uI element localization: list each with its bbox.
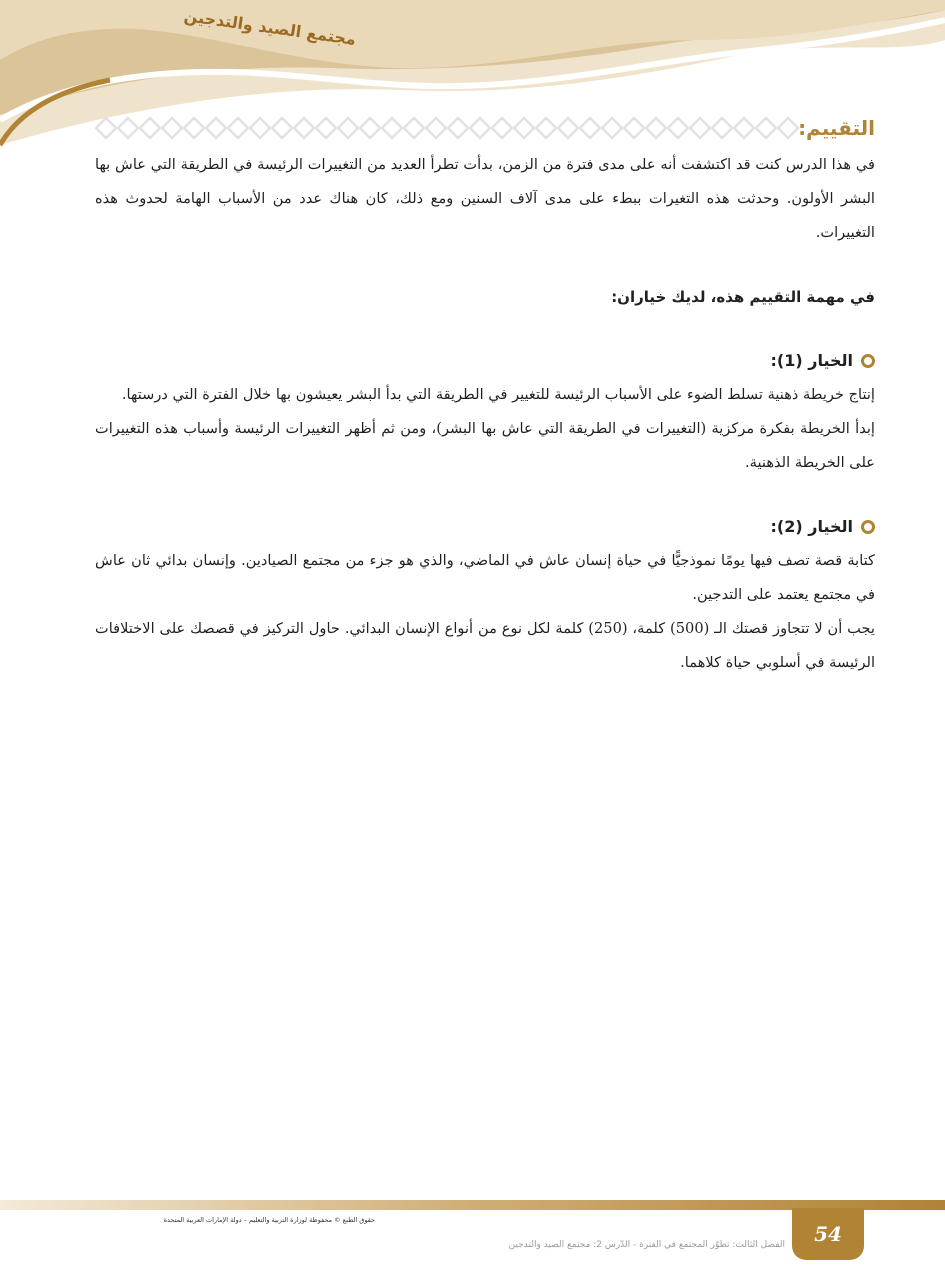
- diamond-ornament: [426, 118, 446, 138]
- evaluation-heading-row: [95, 114, 875, 144]
- option-1-paragraph: إنتاج خريطة ذهنية تسلط الضوء على الأسباب الرئيسة للتغيير في الطريقة التي بدأ البشر يعيشون بها خلال الفترة التي درستها.: [121, 386, 875, 403]
- diamond-ornament: [514, 118, 534, 138]
- diamond-ornament: [756, 118, 776, 138]
- diamond-ornament: [536, 118, 556, 138]
- option-2-heading: [95, 510, 875, 544]
- diamond-ornament: [404, 118, 424, 138]
- evaluation-title: التقييم:: [798, 116, 875, 140]
- diamond-ornament: [382, 118, 402, 138]
- lesson-content: [95, 148, 875, 680]
- diamond-ornament: [206, 118, 226, 138]
- diamond-ornament: [602, 118, 622, 138]
- option-2: [95, 510, 875, 680]
- diamond-ornament: [668, 118, 688, 138]
- diamond-ornament: [250, 118, 270, 138]
- option-1-title: الخيار (1):: [770, 351, 853, 370]
- page-number-tab: [792, 1208, 864, 1260]
- diamond-ornament: [558, 118, 578, 138]
- diamond-ornament: [734, 118, 754, 138]
- diamond-ornament: [96, 118, 116, 138]
- diamond-pattern-divider: [95, 116, 807, 140]
- diamond-ornament: [580, 118, 600, 138]
- header-title: مجتمع الصيد والتدجين: [182, 6, 358, 49]
- diamond-ornament: [448, 118, 468, 138]
- diamond-ornament: [624, 118, 644, 138]
- option-1-paragraph: إبدأ الخريطة بفكرة مركزية (التغييرات في الطريقة التي عاش بها البشر)، ومن ثم أظهر التغييرات الرئيسة وأسباب هذه التغييرات على الخريطة الذهنية.: [95, 420, 875, 471]
- diamond-ornament: [492, 118, 512, 138]
- diamond-ornament: [470, 118, 490, 138]
- option-2-paragraph: كتابة قصة تصف فيها يومًا نموذجيًّا في حياة إنسان عاش في الماضي، والذي هو جزء من مجتمع الصيادين. وإنسان بدائي ثان عاش في مجتمع يعتمد على التدجين.: [95, 552, 875, 603]
- diamond-ornament: [316, 118, 336, 138]
- chapter-lesson-label: الفصل الثالث: تطوّر المجتمع في الفترة - الدّرس 2: مجتمع الصيد والتدجين: [508, 1240, 785, 1250]
- diamond-ornament: [294, 118, 314, 138]
- diamond-ornament: [338, 118, 358, 138]
- task-intro: في مهمة التقييم هذه، لديك خياران:: [611, 288, 875, 306]
- option-2-title: الخيار (2):: [770, 517, 853, 536]
- diamond-ornament: [272, 118, 292, 138]
- diamond-ornament: [712, 118, 732, 138]
- copyright-notice: حقوق الطبع © محفوظة لوزارة التربية والتعليم – دولة الإمارات العربية المتحدة: [163, 1216, 375, 1224]
- diamond-ornament: [646, 118, 666, 138]
- option-1-heading: [95, 344, 875, 378]
- option-1: [95, 344, 875, 480]
- diamond-ornament: [118, 118, 138, 138]
- diamond-ornament: [778, 118, 798, 138]
- diamond-ornament: [690, 118, 710, 138]
- diamond-ornament: [360, 118, 380, 138]
- bullet-circle-icon: [861, 520, 875, 534]
- diamond-ornament: [140, 118, 160, 138]
- diamond-ornament: [228, 118, 248, 138]
- diamond-ornament: [162, 118, 182, 138]
- bullet-circle-icon: [861, 354, 875, 368]
- diamond-ornament: [184, 118, 204, 138]
- option-2-paragraph: يجب أن لا تتجاوز قصتك الـ (500) كلمة، (250) كلمة لكل نوع من أنواع الإنسان البدائي. حاول التركيز في قصصك على الاختلافات الرئيسة في أسلوبي حياة كلاهما.: [95, 620, 875, 671]
- page-number: 54: [814, 1222, 842, 1246]
- evaluation-intro: في هذا الدرس كنت قد اكتشفت أنه على مدى فترة من الزمن، بدأت تطرأ العديد من التغييرات الرئيسة في الطريقة التي عاش بها البشر الأولون. وحدثت هذه التغيرات ببطء على مدى آلاف السنين ومع ذلك، كان هناك عدد من الأسباب الهامة لحدوث هذه التغييرات.: [95, 156, 875, 241]
